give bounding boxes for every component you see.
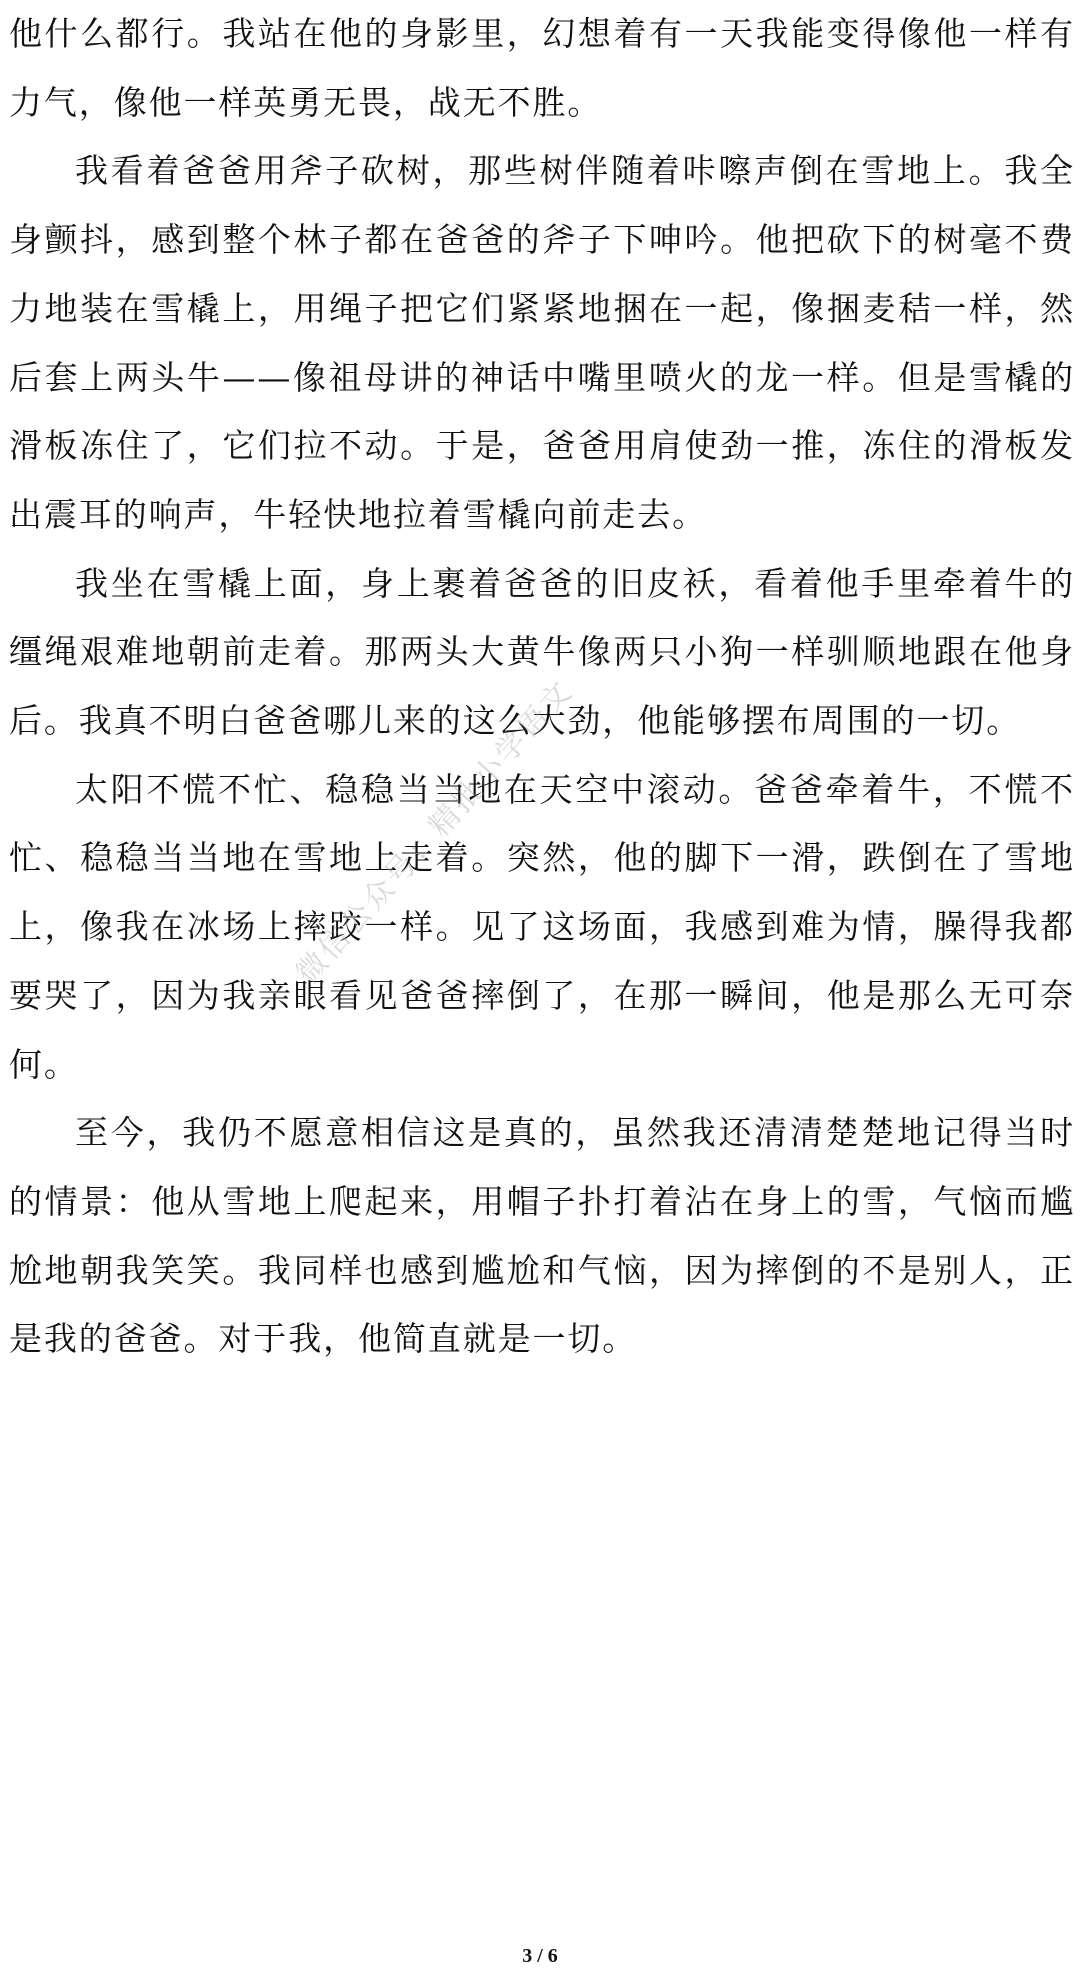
paragraph-5: 至今，我仍不愿意相信这是真的，虽然我还清清楚楚地记得当时的情景：他从雪地上爬起来，用帽子扑打着沾在身上的雪，气恼而尴尬地朝我笑笑。我同样也感到尴尬和气恼，因为摔倒的不是别人，正是我的爸爸。对于我，他简直就是一切。 [9, 1113, 1075, 1359]
page-number: 3 / 6 [522, 1945, 558, 1967]
watermark: 微信公众号：精批小学语文 [289, 673, 581, 992]
body-text [9, 0, 1075, 1374]
paragraph-2: 我看着爸爸用斧子砍树，那些树伴随着咔嚓声倒在雪地上。我全身颤抖，感到整个林子都在爸爸的斧子下呻吟。他把砍下的树毫不费力地装在雪橇上，用绳子把它们紧紧地捆在一起，像捆麦秸一样，然后套上两头牛——像祖母讲的神话中嘴里喷火的龙一样。但是雪橇的滑板冻住了，它们拉不动。于是，爸爸用肩使劲一推，冻住的滑板发出震耳的响声，牛轻快地拉着雪橇向前走去。 [9, 151, 1075, 534]
paragraph-4: 太阳不慌不忙、稳稳当当地在天空中滚动。爸爸牵着牛，不慌不忙、稳稳当当地在雪地上走着。突然，他的脚下一滑，跌倒在了雪地上，像我在冰场上摔跤一样。见了这场面，我感到难为情，臊得我都要哭了，因为我亲眼看见爸爸摔倒了，在那一瞬间，他是那么无可奈何。 [9, 769, 1075, 1084]
paragraph-1: 他什么都行。我站在他的身影里，幻想着有一天我能变得像他一样有力气，像他一样英勇无畏，战无不胜。 [9, 14, 1075, 122]
paragraph-3: 我坐在雪橇上面，身上裹着爸爸的旧皮袄，看着他手里牵着牛的缰绳艰难地朝前走着。那两头大黄牛像两只小狗一样驯顺地跟在他身后。我真不明白爸爸哪儿来的这么大劲，他能够摆布周围的一切。 [9, 563, 1075, 741]
